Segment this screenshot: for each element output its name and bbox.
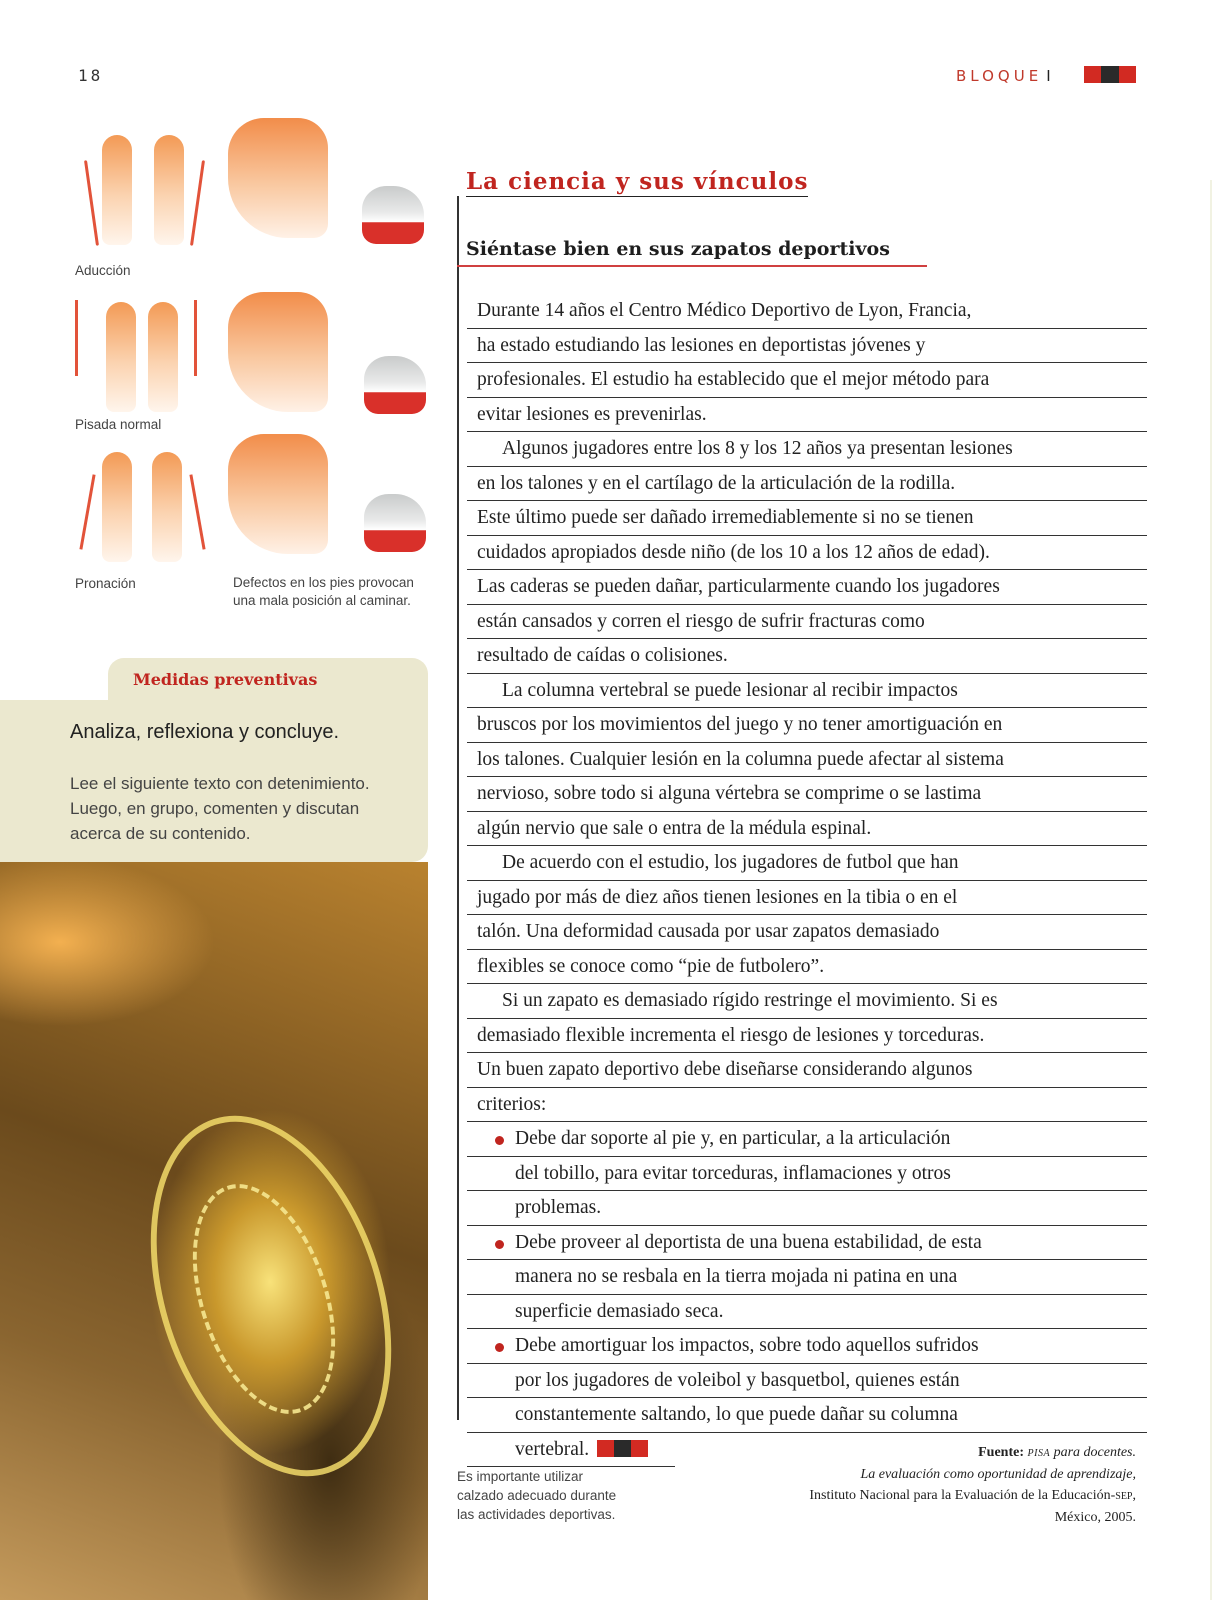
block-label [956,67,1055,85]
foot-side-normal [228,292,328,412]
text-line: en los talones y en el cartílago de la articulación de la rodilla. [467,467,1147,502]
text-line: flexibles se conoce como “pie de futbolero”. [467,950,1147,985]
photo-caption [457,1467,657,1524]
leg-left-aduccion [102,135,132,245]
bullet-icon [495,1240,504,1249]
source-line-1-rest: para docentes. [1053,1445,1136,1460]
text-line: Las caderas se pueden dañar, particularmente cuando los jugadores [467,570,1147,605]
source-title: La evaluación como oportunidad de aprendizaje, [860,1467,1136,1482]
bullet-icon [495,1343,504,1352]
figure-caption-line-1: Defectos en los pies provocan [233,575,414,590]
text-line: nervioso, sobre todo si alguna vértebra se comprime o se lastima [467,777,1147,812]
text-line: Un buen zapato deportivo debe diseñarse considerando algunos [467,1053,1147,1088]
source-line-1 [680,1442,1136,1464]
block-label-text: BLOQUE [956,67,1043,85]
text-line: Durante 14 años el Centro Médico Deportivo de Lyon, Francia, [467,294,1147,329]
source-comma: , [1132,1488,1136,1503]
text-line: algún nervio que sale o entra de la médula espinal. [467,812,1147,847]
bullet-line [467,1226,1147,1261]
page-edge-line [1210,180,1212,1600]
bullet-line: constantemente saltando, lo que puede dañar su columna [467,1398,1147,1433]
text-line: evitar lesiones es prevenirlas. [467,398,1147,433]
text-line: Este último puede ser dañado irremediablemente si no se tienen [467,501,1147,536]
source-line-4: México, 2005. [1054,1510,1136,1525]
leg-left-pronacion [102,452,132,562]
text-line: La columna vertebral se puede lesionar al recibir impactos [467,674,1147,709]
foot-side-pronacion [228,434,328,554]
source-line-2 [680,1464,1136,1485]
foot-side-aduccion [228,118,328,238]
header-color-marks [1084,66,1136,83]
source-line-3 [680,1485,1136,1507]
arrow-curve-left-icon [79,474,95,549]
text-line: están cansados y corren el riesgo de sufrir fracturas como [467,605,1147,640]
bullet-line [467,1433,675,1468]
arrow-curve-right-icon [189,474,205,549]
leg-right-pronacion [152,452,182,562]
arrow-down-left-icon [75,300,78,376]
arrow-down-right-icon [194,300,197,376]
text-line: bruscos por los movimientos del juego y no tener amortiguación en [467,708,1147,743]
figure-caption [233,574,414,610]
leg-left-normal [106,302,136,412]
text-line: resultado de caídas o colisiones. [467,639,1147,674]
photo-caption-line-1: Es importante utilizar [457,1469,584,1484]
arrow-right-icon [190,160,205,246]
shoe-pronacion-icon [364,494,426,552]
text-line: jugado por más de diez años tienen lesiones en la tibia o en el [467,881,1147,916]
source-sep: SEP [1115,1491,1133,1502]
source-pisa: PISA [1027,1448,1051,1459]
arrow-left-icon [84,160,99,246]
leg-right-aduccion [154,135,184,245]
figure-caption-line-2: una mala posición al caminar. [233,593,411,608]
article-body [467,294,1147,1467]
activity-body: Lee el siguiente texto con detenimiento. Luego, en grupo, comenten y discutan acerca de su contenido. [70,774,370,843]
bullet-text: vertebral. [515,1438,590,1460]
activity-title: Analiza, reflexiona y concluye. [70,721,340,743]
bullet-line: por los jugadores de voleibol y basquetbol, quienes están [467,1364,1147,1399]
label-aduccion: Aducción [75,263,131,278]
photo-caption-line-3: las actividades deportivas. [457,1507,616,1522]
source-citation [680,1442,1136,1528]
header-mark-1 [1084,66,1101,83]
header-mark-2 [1101,66,1118,83]
text-line: criterios: [467,1088,1147,1123]
foot-defects-figure [0,0,440,620]
label-pisada-normal: Pisada normal [75,417,162,432]
article-subtitle: Siéntase bien en sus zapatos deportivos [466,238,890,260]
bullet-line: problemas. [467,1191,1147,1226]
bullet-text: Debe dar soporte al pie y, en particular, a la articulación [515,1128,951,1149]
leg-right-normal [148,302,178,412]
text-line: Si un zapato es demasiado rígido restringe el movimiento. Si es [467,984,1147,1019]
page-number: 18 [78,66,104,85]
label-pronacion: Pronación [75,576,136,591]
text-line: demasiado flexible incrementa el riesgo de lesiones y torceduras. [467,1019,1147,1054]
end-mark-2 [614,1440,631,1457]
section-title: La ciencia y sus vínculos [466,168,809,195]
activity-tab-label: Medidas preventivas [133,670,318,689]
shoe-aduccion-icon [362,186,424,244]
header-mark-3 [1119,66,1136,83]
text-line: talón. Una deformidad causada por usar zapatos demasiado [467,915,1147,950]
block-numeral: I [1046,67,1055,85]
bullet-line [467,1122,1147,1157]
end-mark-3 [631,1440,648,1457]
text-line: cuidados apropiados desde niño (de los 10 a los 12 años de edad). [467,536,1147,571]
photo-caption-line-2: calzado adecuado durante [457,1488,617,1503]
text-line: Algunos jugadores entre los 8 y los 12 años ya presentan lesiones [467,432,1147,467]
bullet-line: del tobillo, para evitar torceduras, inflamaciones y otros [467,1157,1147,1192]
shoe-normal-icon [364,356,426,414]
source-institution: Instituto Nacional para la Evaluación de la Educación- [809,1488,1116,1503]
bullet-text: Debe amortiguar los impactos, sobre todo aquellos sufridos [515,1335,979,1356]
text-line: profesionales. El estudio ha establecido que el mejor método para [467,363,1147,398]
bullet-line: superficie demasiado seca. [467,1295,1147,1330]
bullet-text: Debe proveer al deportista de una buena estabilidad, de esta [515,1231,982,1253]
text-line: ha estado estudiando las lesiones en deportistas jóvenes y [467,329,1147,364]
subtitle-underline [457,265,927,267]
end-mark [597,1435,649,1452]
text-line: los talones. Cualquier lesión en la columna puede afectar al sistema [467,743,1147,778]
text-line: De acuerdo con el estudio, los jugadores de futbol que han [467,846,1147,881]
bullet-line: manera no se resbala en la tierra mojada ni patina en una [467,1260,1147,1295]
bullet-icon [495,1136,504,1145]
end-mark-1 [597,1440,614,1457]
source-label: Fuente: [978,1445,1025,1460]
text-margin-line [457,196,459,1420]
bullet-line [467,1329,1147,1364]
